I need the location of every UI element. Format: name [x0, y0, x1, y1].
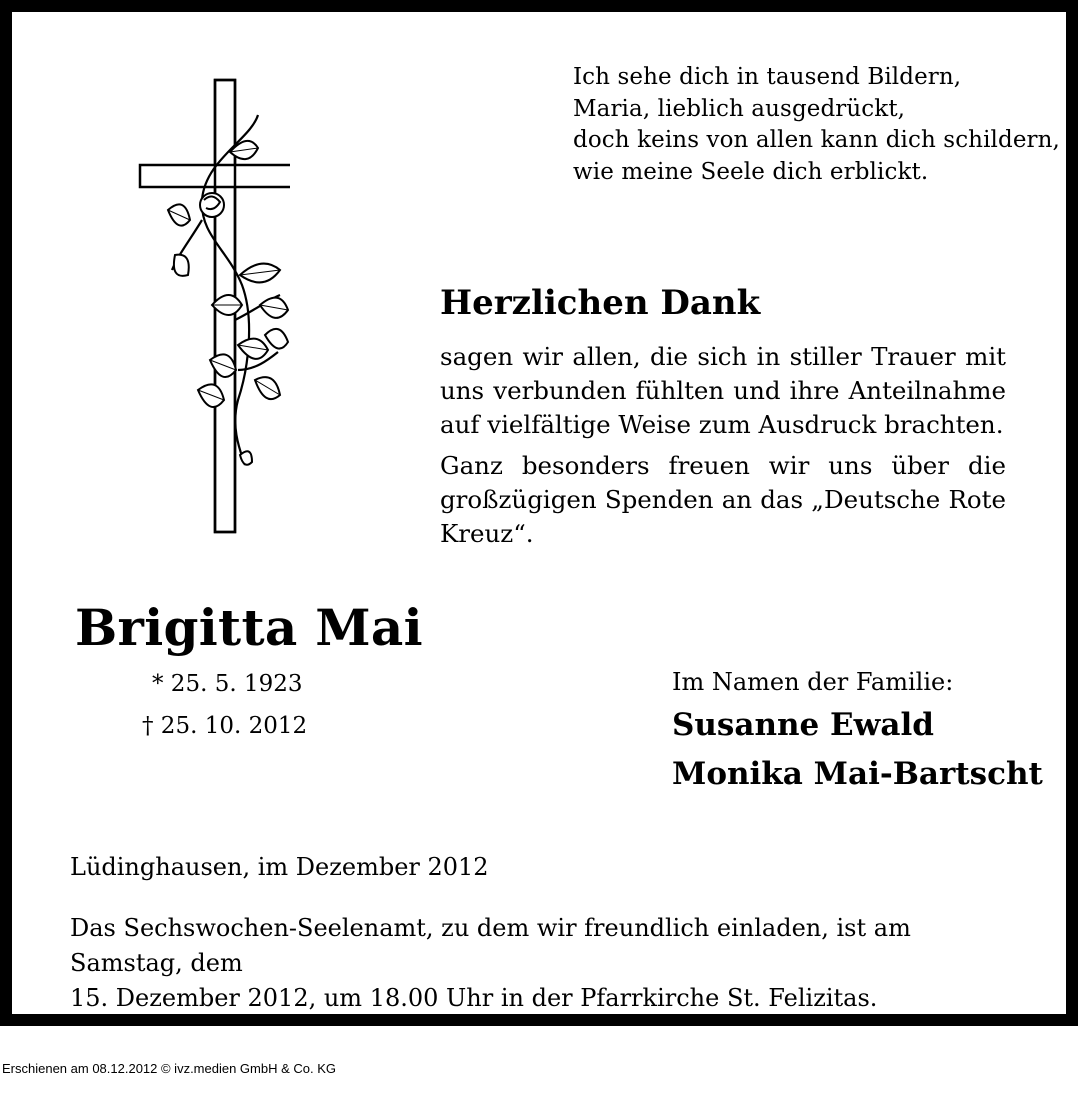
cross-with-rose-icon — [130, 70, 290, 540]
service-line: 15. Dezember 2012, um 18.00 Uhr in der Pfarrkirche St. Felizitas. — [70, 984, 878, 1012]
thanks-paragraph: sagen wir allen, die sich in stiller Trauer mit uns verbunden fühlten und ihre Anteilnahme auf vielfältige Weise zum Ausdruck brachten. — [440, 342, 1006, 439]
family-intro: Im Namen der Familie: — [672, 668, 954, 696]
family-member-name: Monika Mai-Bartscht — [672, 756, 1043, 792]
deceased-name: Brigitta Mai — [75, 598, 423, 657]
place-and-date: Lüdinghausen, im Dezember 2012 — [70, 853, 489, 881]
service-line: Das Sechswochen-Seelenamt, zu dem wir freundlich einladen, ist am Samstag, dem — [70, 914, 911, 977]
poem-line: wie meine Seele dich erblickt. — [573, 158, 929, 185]
thanks-heading: Herzlichen Dank — [440, 283, 761, 323]
birth-date: * 25. 5. 1923 — [152, 671, 303, 697]
family-member-name: Susanne Ewald — [672, 707, 934, 743]
thanks-paragraph: Ganz besonders freuen wir uns über die großzügigen Spenden an das „Deutsche Rote Kreuz“. — [440, 451, 1006, 548]
poem-line: doch keins von allen kann dich schildern, — [573, 127, 1060, 153]
poem — [573, 62, 1060, 188]
poem-line: Maria, lieblich ausgedrückt, — [573, 95, 906, 122]
death-date: † 25. 10. 2012 — [142, 713, 308, 739]
thanks-text — [440, 340, 1006, 551]
memorial-service-notice — [70, 911, 1010, 1016]
publication-footer: Erschienen am 08.12.2012 © ivz.medien GmbH & Co. KG — [2, 1061, 337, 1076]
poem-line: Ich sehe dich in tausend Bildern, — [573, 64, 962, 90]
